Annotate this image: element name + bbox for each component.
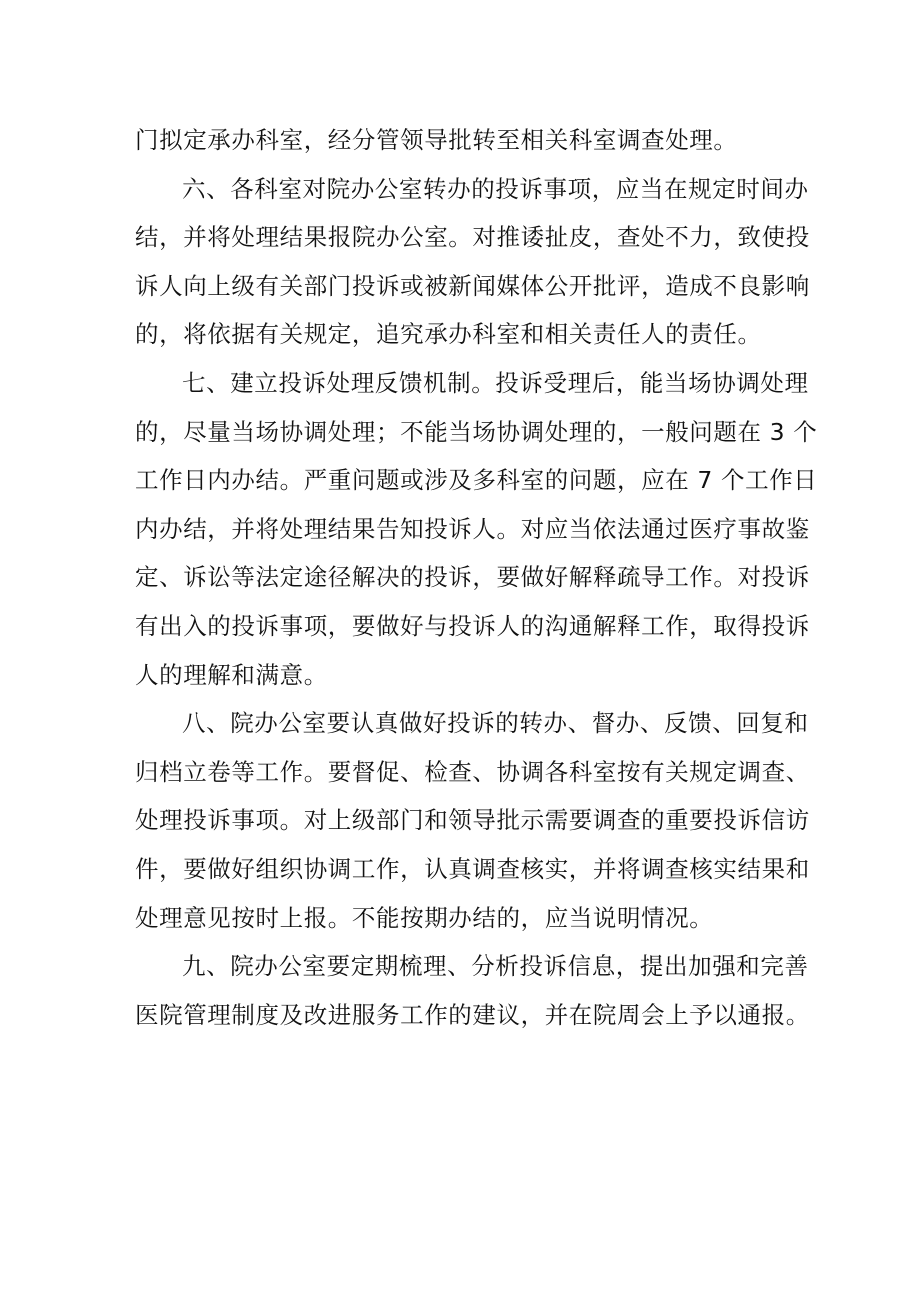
paragraph-8-heading-line: 八、院办公室要认真做好投诉的转办、督办、反馈、回复和 — [182, 709, 809, 738]
text-line: 的，将依据有关规定，追究承办科室和相关责任人的责任。 — [135, 320, 762, 349]
document-body — [135, 116, 818, 1039]
text-line: 工作日内办结。严重问题或涉及多科室的问题，应在 7 个工作日 — [135, 466, 818, 495]
text-line: 结，并将处理结果报院办公室。对推诿扯皮，查处不力，致使投 — [135, 223, 810, 252]
text-line: 定、诉讼等法定途径解决的投诉，要做好解释疏导工作。对投诉 — [135, 563, 810, 592]
paragraph-6-heading-line: 六、各科室对院办公室转办的投诉事项，应当在规定时间办 — [182, 174, 809, 203]
text-line: 的，尽量当场协调处理；不能当场协调处理的，一般问题在 3 个 — [135, 417, 818, 446]
text-line: 医院管理制度及改进服务工作的建议，并在院周会上予以通报。 — [135, 1000, 810, 1029]
text-line: 件，要做好组织协调工作，认真调查核实，并将调查核实结果和 — [135, 854, 810, 883]
text-line: 人的理解和满意。 — [135, 660, 328, 689]
paragraph-7-heading-line: 七、建立投诉处理反馈机制。投诉受理后，能当场协调处理 — [182, 368, 809, 397]
text-line: 门拟定承办科室，经分管领导批转至相关科室调查处理。 — [135, 126, 738, 154]
text-line: 诉人向上级有关部门投诉或被新闻媒体公开批评，造成不良影响 — [135, 271, 810, 300]
text-line: 处理投诉事项。对上级部门和领导批示需要调查的重要投诉信访 — [135, 806, 810, 835]
paragraph-9-heading-line: 九、院办公室要定期梳理、分析投诉信息，提出加强和完善 — [182, 952, 809, 981]
text-line: 处理意见按时上报。不能按期办结的，应当说明情况。 — [135, 903, 714, 932]
text-line: 有出入的投诉事项，要做好与投诉人的沟通解释工作，取得投诉 — [135, 611, 810, 640]
text-line: 归档立卷等工作。要督促、检查、协调各科室按有关规定调查、 — [135, 757, 810, 786]
text-line: 内办结，并将处理结果告知投诉人。对应当依法通过医疗事故鉴 — [135, 514, 810, 543]
